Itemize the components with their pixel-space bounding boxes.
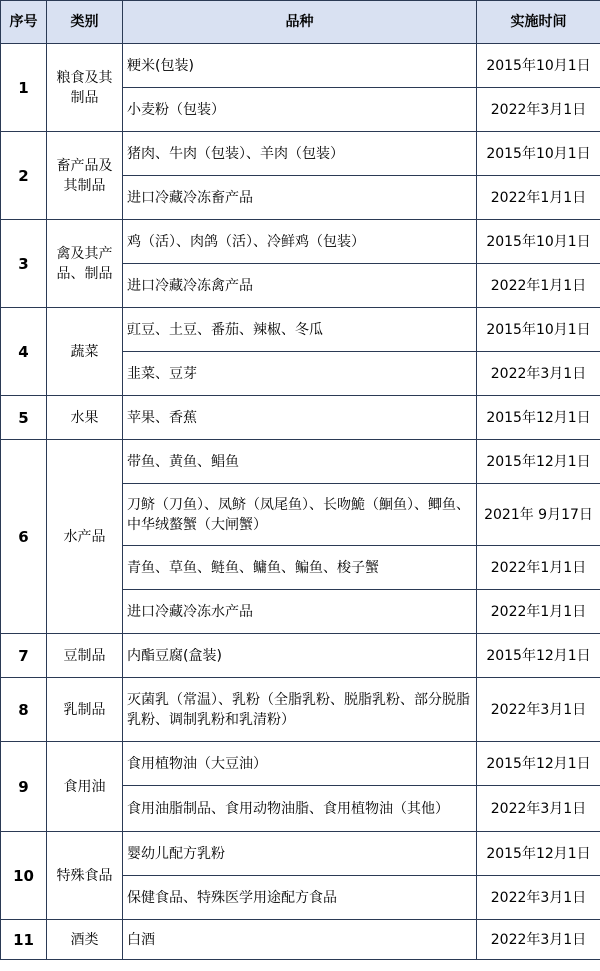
category-cell: 食用油 bbox=[47, 742, 123, 832]
row-number: 6 bbox=[1, 440, 47, 634]
date-cell: 2015年10月1日 bbox=[477, 308, 600, 352]
variety-cell: 鸡（活）、肉鸽（活）、冷鲜鸡（包装） bbox=[123, 220, 477, 264]
variety-cell: 进口冷藏冷冻畜产品 bbox=[123, 176, 477, 220]
variety-cell: 内酯豆腐(盒装) bbox=[123, 634, 477, 678]
date-cell: 2015年10月1日 bbox=[477, 220, 600, 264]
date-cell: 2022年1月1日 bbox=[477, 176, 600, 220]
table-row bbox=[1, 634, 600, 678]
category-cell: 畜产品及其制品 bbox=[47, 132, 123, 220]
table-row bbox=[1, 920, 600, 960]
variety-cell: 苹果、香蕉 bbox=[123, 396, 477, 440]
header-variety: 品种 bbox=[123, 1, 477, 44]
category-cell: 乳制品 bbox=[47, 678, 123, 742]
date-cell: 2022年1月1日 bbox=[477, 264, 600, 308]
variety-cell: 灭菌乳（常温）、乳粉（全脂乳粉、脱脂乳粉、部分脱脂乳粉、调制乳粉和乳清粉） bbox=[123, 678, 477, 742]
category-cell: 水果 bbox=[47, 396, 123, 440]
table-row bbox=[1, 440, 600, 484]
row-number: 2 bbox=[1, 132, 47, 220]
table-row bbox=[1, 678, 600, 742]
row-number: 8 bbox=[1, 678, 47, 742]
row-number: 5 bbox=[1, 396, 47, 440]
row-number: 4 bbox=[1, 308, 47, 396]
table-row bbox=[1, 396, 600, 440]
variety-cell: 进口冷藏冷冻禽产品 bbox=[123, 264, 477, 308]
date-cell: 2022年3月1日 bbox=[477, 786, 600, 832]
date-cell: 2022年3月1日 bbox=[477, 678, 600, 742]
date-cell: 2021年 9月17日 bbox=[477, 484, 600, 546]
variety-cell: 青鱼、草鱼、鲢鱼、鳙鱼、鳊鱼、梭子蟹 bbox=[123, 546, 477, 590]
date-cell: 2022年1月1日 bbox=[477, 590, 600, 634]
row-number: 1 bbox=[1, 44, 47, 132]
variety-cell: 保健食品、特殊医学用途配方食品 bbox=[123, 876, 477, 920]
table-row bbox=[1, 308, 600, 352]
variety-cell: 韭菜、豆芽 bbox=[123, 352, 477, 396]
variety-cell: 粳米(包装) bbox=[123, 44, 477, 88]
category-cell: 禽及其产品、制品 bbox=[47, 220, 123, 308]
date-cell: 2022年3月1日 bbox=[477, 88, 600, 132]
variety-cell: 婴幼儿配方乳粉 bbox=[123, 832, 477, 876]
date-cell: 2015年12月1日 bbox=[477, 440, 600, 484]
variety-cell: 刀鲚（刀鱼）、凤鲚（凤尾鱼）、长吻鮠（鮰鱼）、鲫鱼、中华绒螯蟹（大闸蟹） bbox=[123, 484, 477, 546]
variety-cell: 小麦粉（包装） bbox=[123, 88, 477, 132]
date-cell: 2022年1月1日 bbox=[477, 546, 600, 590]
row-number: 11 bbox=[1, 920, 47, 960]
date-cell: 2015年12月1日 bbox=[477, 634, 600, 678]
table-row bbox=[1, 132, 600, 176]
header-date: 实施时间 bbox=[477, 1, 600, 44]
table-row bbox=[1, 220, 600, 264]
category-cell: 特殊食品 bbox=[47, 832, 123, 920]
row-number: 10 bbox=[1, 832, 47, 920]
category-cell: 豆制品 bbox=[47, 634, 123, 678]
category-cell: 蔬菜 bbox=[47, 308, 123, 396]
row-number: 9 bbox=[1, 742, 47, 832]
header-no: 序号 bbox=[1, 1, 47, 44]
table-row bbox=[1, 44, 600, 88]
category-cell: 酒类 bbox=[47, 920, 123, 960]
date-cell: 2022年3月1日 bbox=[477, 920, 600, 960]
date-cell: 2015年12月1日 bbox=[477, 396, 600, 440]
date-cell: 2015年12月1日 bbox=[477, 832, 600, 876]
category-cell: 水产品 bbox=[47, 440, 123, 634]
category-cell: 粮食及其制品 bbox=[47, 44, 123, 132]
row-number: 7 bbox=[1, 634, 47, 678]
table-row bbox=[1, 832, 600, 876]
variety-cell: 猪肉、牛肉（包装）、羊肉（包装） bbox=[123, 132, 477, 176]
table-body bbox=[1, 44, 600, 960]
date-cell: 2015年10月1日 bbox=[477, 44, 600, 88]
date-cell: 2015年12月1日 bbox=[477, 742, 600, 786]
variety-cell: 白酒 bbox=[123, 920, 477, 960]
header-row bbox=[1, 1, 600, 44]
variety-cell: 食用油脂制品、食用动物油脂、食用植物油（其他） bbox=[123, 786, 477, 832]
date-cell: 2022年3月1日 bbox=[477, 876, 600, 920]
table-row bbox=[1, 742, 600, 786]
row-number: 3 bbox=[1, 220, 47, 308]
variety-cell: 进口冷藏冷冻水产品 bbox=[123, 590, 477, 634]
variety-cell: 食用植物油（大豆油） bbox=[123, 742, 477, 786]
header-category: 类别 bbox=[47, 1, 123, 44]
variety-cell: 豇豆、土豆、番茄、辣椒、冬瓜 bbox=[123, 308, 477, 352]
date-cell: 2022年3月1日 bbox=[477, 352, 600, 396]
date-cell: 2015年10月1日 bbox=[477, 132, 600, 176]
variety-cell: 带鱼、黄鱼、鲳鱼 bbox=[123, 440, 477, 484]
